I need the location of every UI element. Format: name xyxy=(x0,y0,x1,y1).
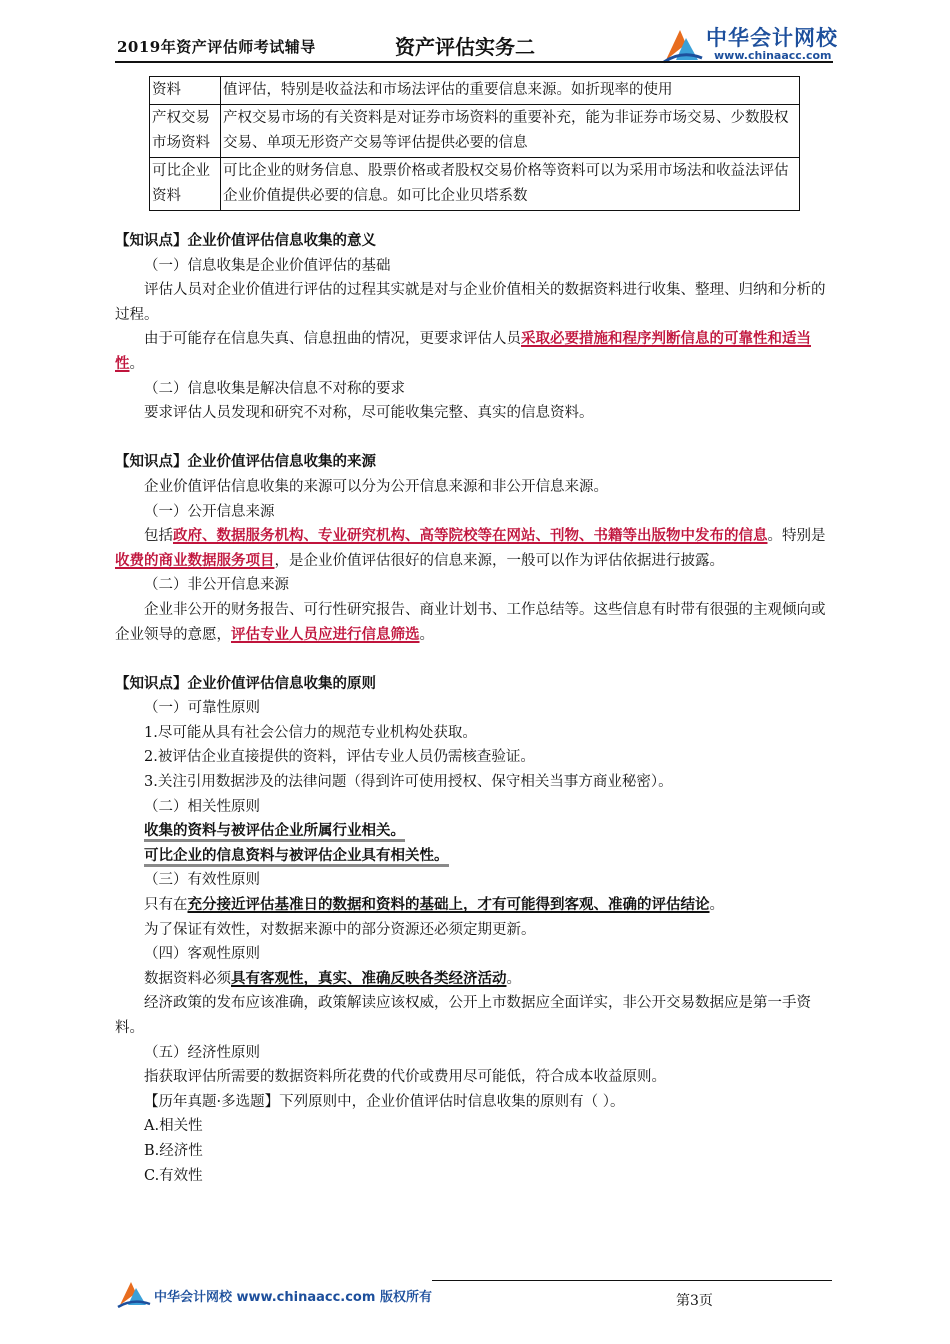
logo-icon xyxy=(662,24,704,64)
document-body xyxy=(115,229,837,1188)
list-item: 1.尽可能从具有社会公信力的规范专业机构处获取。 xyxy=(144,724,477,741)
paragraph: 数据资料必须具有客观性，真实、准确反映各类经济活动。 xyxy=(144,969,521,987)
sub-heading: （四）客观性原则 xyxy=(144,946,260,963)
table-cell-desc: 可比企业的财务信息、股票价格或者股权交易价格等资料可以为采用市场法和收益法评估企业价值提供必要的信息。如可比企业贝塔系数 xyxy=(221,158,800,211)
highlight-text: 收集的资料与被评估企业所属行业相关。 xyxy=(144,822,405,842)
highlight-text: 收费的商业数据服务项目 xyxy=(115,551,275,569)
paragraph: 经济政策的发布应该准确，政策解读应该权威，公开上市数据应全面详实，非公开交易数据应是第一手资料。 xyxy=(115,995,811,1036)
paragraph: 由于可能存在信息失真、信息扭曲的情况，更要求评估人员采取必要措施和程序判断信息的可靠性和适当性。 xyxy=(115,330,811,372)
table-cell-desc: 值评估，特别是收益法和市场法评估的重要信息来源。如折现率的使用 xyxy=(221,77,800,105)
highlight-text: 政府、数据服务机构、专业研究机构、高等院校等在网站、刊物、书籍等出版物中发布的信息 xyxy=(173,527,768,545)
sub-heading: （二）非公开信息来源 xyxy=(144,577,289,594)
highlight-text: 可比企业的信息资料与被评估企业具有相关性。 xyxy=(144,847,449,867)
paragraph: 要求评估人员发现和研究不对称，尽可能收集完整、真实的信息资料。 xyxy=(144,405,594,422)
logo-url: www.chinaacc.com xyxy=(714,49,832,62)
footer-copyright: 中华会计网校 www.chinaacc.com 版权所有 xyxy=(154,1290,432,1305)
exam-title: 2019年资产评估师考试辅导 xyxy=(117,38,316,56)
answer-option: B.经济性 xyxy=(144,1142,203,1159)
table-cell-desc: 产权交易市场的有关资料是对证券市场资料的重要补充，能为非证券市场交易、少数股权交易、单项无形资产交易等评估提供必要的信息 xyxy=(221,105,800,158)
brand-logo xyxy=(662,22,862,66)
answer-option: A.相关性 xyxy=(144,1118,203,1135)
sub-heading: （一）信息收集是企业价值评估的基础 xyxy=(144,257,391,274)
section-title: 【知识点】企业价值评估信息收集的原则 xyxy=(115,674,376,692)
sub-heading: （三）有效性原则 xyxy=(144,872,260,889)
logo-name: 中华会计网校 xyxy=(706,26,838,50)
highlight-text: 采取必要措施和程序判断信息的可靠性和适当性 xyxy=(115,330,811,372)
paragraph: 包括政府、数据服务机构、专业研究机构、高等院校等在网站、刊物、书籍等出版物中发布的信息。特别是收费的商业数据服务项目，是企业价值评估很好的信息来源，一般可以作为评估依据进行披露。 xyxy=(115,527,826,569)
table-cell-label: 可比企业 资料 xyxy=(150,158,221,211)
question-stem: 【历年真题·多选题】下列原则中，企业价值评估时信息收集的原则有（ ）。 xyxy=(144,1093,625,1110)
table-row xyxy=(150,77,800,105)
sub-heading: （二）信息收集是解决信息不对称的要求 xyxy=(144,380,405,397)
paragraph: 企业价值评估信息收集的来源可以分为公开信息来源和非公开信息来源。 xyxy=(144,478,608,495)
paragraph: 指获取评估所需要的数据资料所花费的代价或费用尽可能低，符合成本收益原则。 xyxy=(144,1069,666,1086)
footer-logo-icon xyxy=(117,1278,151,1308)
highlight-text: 评估专业人员应进行信息筛选 xyxy=(231,625,420,643)
highlight-text: 具有客观性，真实、准确反映各类经济活动 xyxy=(231,969,507,987)
section-title: 【知识点】企业价值评估信息收集的意义 xyxy=(115,232,376,249)
table-row xyxy=(150,158,800,211)
list-item: 3.关注引用数据涉及的法律问题（得到许可使用授权、保守相关当事方商业秘密）。 xyxy=(144,774,673,791)
section-title: 【知识点】企业价值评估信息收集的来源 xyxy=(115,453,376,471)
paragraph: 评估人员对企业价值进行评估的过程其实就是对与企业价值相关的数据资料进行收集、整理、归纳和分析的过程。 xyxy=(115,282,826,323)
sub-heading: （二）相关性原则 xyxy=(144,798,260,815)
footer-divider xyxy=(432,1280,832,1281)
list-item: 2.被评估企业直接提供的资料，评估专业人员仍需核查验证。 xyxy=(144,749,535,766)
sub-heading: （一）可靠性原则 xyxy=(144,700,260,717)
header-divider xyxy=(115,61,833,63)
table-row xyxy=(150,105,800,158)
sub-heading: （五）经济性原则 xyxy=(144,1044,260,1061)
paragraph xyxy=(115,819,837,844)
highlight-text: 充分接近评估基准日的数据和资料的基础上，才有可能得到客观、准确的评估结论 xyxy=(187,896,710,914)
sub-heading: （一）公开信息来源 xyxy=(144,503,275,520)
table-cell-label: 产权交易 市场资料 xyxy=(150,105,221,158)
info-source-table xyxy=(149,76,800,211)
paragraph xyxy=(115,844,837,869)
paragraph: 只有在充分接近评估基准日的数据和资料的基础上，才有可能得到客观、准确的评估结论。 xyxy=(144,896,724,914)
course-title: 资产评估实务二 xyxy=(395,35,535,59)
page-number: 第3页 xyxy=(676,1293,713,1309)
table-cell-label: 资料 xyxy=(150,77,221,105)
page-header xyxy=(0,0,950,70)
answer-option: C.有效性 xyxy=(144,1167,203,1184)
paragraph: 企业非公开的财务报告、可行性研究报告、商业计划书、工作总结等。这些信息有时带有很强的主观倾向或企业领导的意愿，评估专业人员应进行信息筛选。 xyxy=(115,601,826,643)
paragraph: 为了保证有效性，对数据来源中的部分资源还必须定期更新。 xyxy=(144,921,536,938)
page-footer xyxy=(0,1270,950,1344)
